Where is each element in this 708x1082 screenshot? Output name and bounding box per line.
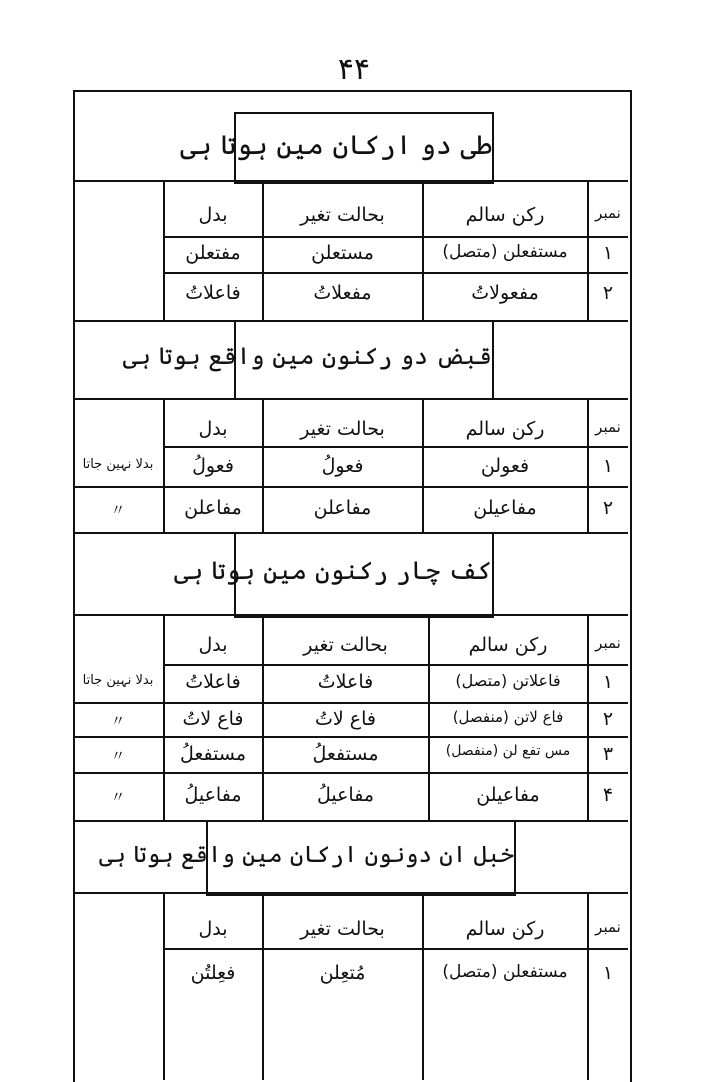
row-salim: مستفعلن (متصل) xyxy=(442,242,568,262)
row-taghayyur: فعولُ xyxy=(321,455,364,477)
table-rule xyxy=(73,398,628,400)
row-num: ۱ xyxy=(602,242,614,264)
table-rule xyxy=(73,736,628,738)
header-salim: رکن سالم xyxy=(465,918,545,940)
header-salim: رکن سالم xyxy=(465,418,545,440)
row-note: بدلا نہین جاتا xyxy=(82,457,154,472)
row-num: ۴ xyxy=(602,784,614,806)
header-taghayyur: بحالت تغیر xyxy=(300,918,385,940)
header-badal: بدل xyxy=(198,918,228,940)
header-num: نمبر xyxy=(595,918,621,936)
row-num: ۱ xyxy=(602,455,614,477)
section-title: کف چار رکنون مین ہوتا ہی xyxy=(173,556,492,585)
row-note: 〃 xyxy=(110,747,126,765)
row-note: 〃 xyxy=(110,788,126,806)
header-badal: بدل xyxy=(198,204,228,226)
page-number: ۴۴ xyxy=(337,52,371,87)
header-taghayyur: بحالت تغیر xyxy=(300,418,385,440)
row-badal: فاعلاتُ xyxy=(185,671,241,693)
row-badal: فعولُ xyxy=(192,455,234,477)
table-rule xyxy=(163,446,628,448)
row-badal: مفتعلن xyxy=(185,242,241,264)
row-salim: مفاعیلن xyxy=(473,497,537,519)
header-badal: بدل xyxy=(198,418,228,440)
row-num: ۲ xyxy=(602,708,614,730)
table-rule xyxy=(73,892,628,894)
row-badal: فاع لاتُ xyxy=(182,708,244,730)
row-taghayyur: مستفعلُ xyxy=(312,743,379,765)
row-salim: مس تفع لن (منفصل) xyxy=(445,743,571,759)
header-salim: رکن سالم xyxy=(465,204,545,226)
row-taghayyur: مفاعلن xyxy=(313,497,372,519)
header-salim: رکن سالم xyxy=(468,634,548,656)
row-badal: مفاعلن xyxy=(184,497,242,519)
header-taghayyur: بحالت تغیر xyxy=(300,204,385,226)
row-num: ۱ xyxy=(602,671,614,693)
row-note: 〃 xyxy=(110,501,126,519)
row-salim: مفاعیلن xyxy=(476,784,540,806)
row-taghayyur: فاع لاتُ xyxy=(315,708,376,730)
row-note: بدلا نہین جاتا xyxy=(82,673,154,688)
table-rule xyxy=(73,614,628,616)
row-num: ۲ xyxy=(602,497,614,519)
row-salim: فاعلاتن (متصل) xyxy=(455,671,561,690)
table-rule xyxy=(73,180,628,182)
row-num: ۳ xyxy=(602,743,614,765)
row-taghayyur: مُتعِلن xyxy=(319,962,366,984)
row-taghayyur: مفاعیلُ xyxy=(316,784,375,806)
table-rule xyxy=(73,702,628,704)
header-num: نمبر xyxy=(595,204,621,222)
table-rule xyxy=(163,948,628,950)
row-badal: مستفعلُ xyxy=(179,743,247,765)
section-title: خبل ان دونون ارکان مین واقع ہوتا ہی xyxy=(98,842,514,868)
section-title: طی دو ارکان مین ہوتا ہی xyxy=(180,130,492,161)
row-num: ۲ xyxy=(602,282,614,304)
header-num: نمبر xyxy=(595,634,621,652)
row-salim: فاع لاتن (منفصل) xyxy=(452,708,564,726)
row-badal: مفاعیلُ xyxy=(184,784,242,806)
row-salim: فعولن xyxy=(480,455,530,477)
row-taghayyur: فاعلاتُ xyxy=(317,671,374,693)
section-title: قبض دو رکنون مین واقع ہوتا ہی xyxy=(122,342,492,370)
row-salim: مستفعلن (متصل) xyxy=(442,962,568,982)
header-num: نمبر xyxy=(595,418,621,436)
row-salim: مفعولاتُ xyxy=(471,282,539,304)
table-rule xyxy=(163,664,628,666)
row-badal: فاعلاتُ xyxy=(185,282,241,304)
table-rule xyxy=(73,772,628,774)
row-num: ۱ xyxy=(602,962,614,984)
row-note: 〃 xyxy=(110,712,126,730)
row-badal: فعِلتُن xyxy=(190,962,236,984)
table-rule xyxy=(163,272,628,274)
table-rule xyxy=(163,236,628,238)
table-rule xyxy=(73,486,628,488)
row-taghayyur: مفعلاتُ xyxy=(313,282,372,304)
row-taghayyur: مستعلن xyxy=(311,242,374,264)
header-taghayyur: بحالت تغیر xyxy=(303,634,388,656)
header-badal: بدل xyxy=(198,634,228,656)
